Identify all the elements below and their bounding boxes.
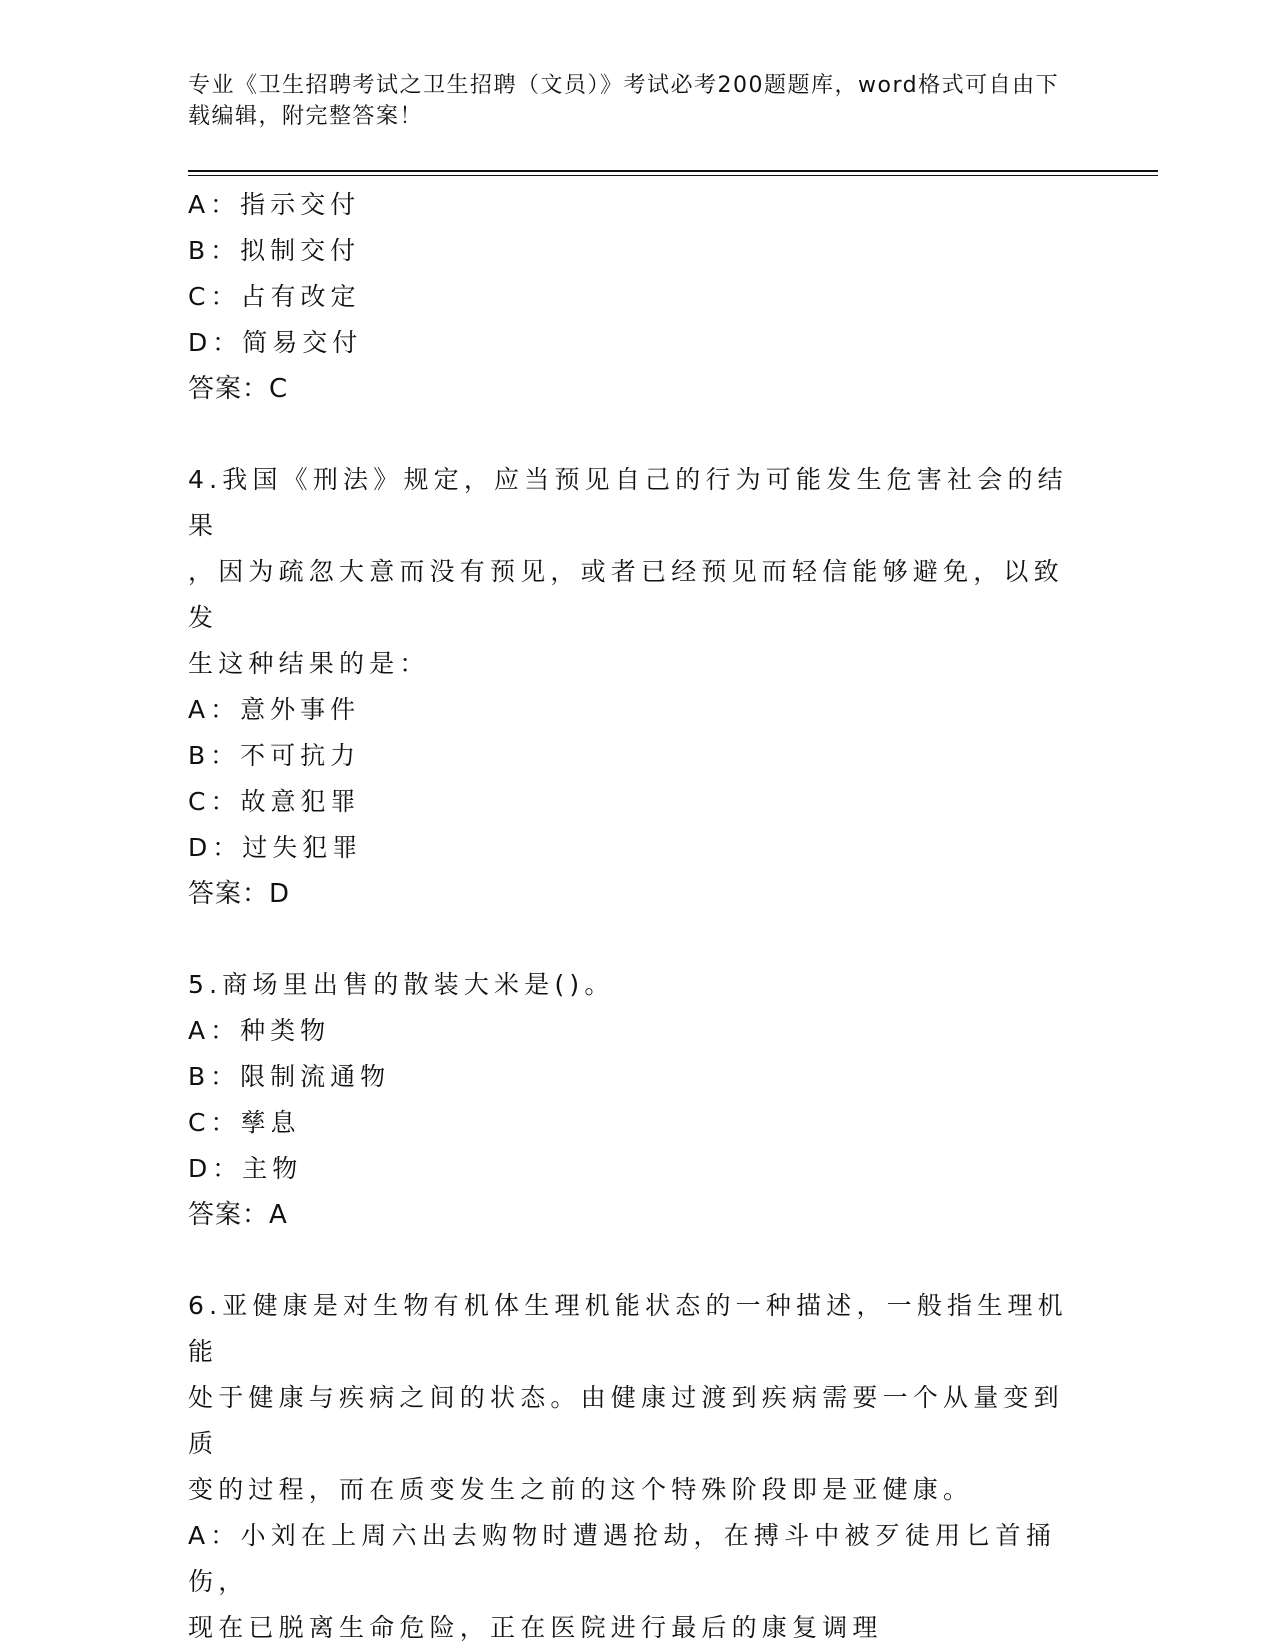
document-page — [188, 70, 1158, 1651]
option-b: B：限制流通物 — [188, 1062, 391, 1091]
question-stem-line: ，因为疏忽大意而没有预见，或者已经预见而轻信能够避免，以致发 — [188, 557, 1064, 632]
question-stem-line: 变的过程，而在质变发生之前的这个特殊阶段即是亚健康。 — [188, 1475, 974, 1504]
option-c: C：故意犯罪 — [188, 787, 361, 816]
spacer — [188, 412, 1158, 457]
question-stem-line: 处于健康与疾病之间的状态。由健康过渡到疾病需要一个从量变到质 — [188, 1383, 1064, 1458]
option-a: A：指示交付 — [188, 190, 361, 219]
header-rule-thin — [188, 175, 1158, 176]
document-header: 专业《卫生招聘考试之卫生招聘（文员）》考试必考200题题库，word格式可自由下载编辑，附完整答案！ — [188, 73, 1060, 129]
spacer — [188, 1238, 1158, 1283]
answer-line: 答案：D — [188, 879, 291, 909]
option-b: B：拟制交付 — [188, 236, 361, 265]
answer-line: 答案：C — [188, 374, 289, 404]
option-a: A：种类物 — [188, 1016, 331, 1045]
prev-question-options — [188, 182, 1158, 412]
question-4 — [188, 457, 1158, 917]
option-d: D：过失犯罪 — [188, 833, 363, 862]
question-stem-line: 6.亚健康是对生物有机体生理机能状态的一种描述，一般指生理机能 — [188, 1291, 1068, 1366]
question-5 — [188, 962, 1158, 1238]
option-b: B：不可抗力 — [188, 741, 361, 770]
question-stem-line: 5.商场里出售的散装大米是()。 — [188, 970, 615, 999]
question-stem-line: 4.我国《刑法》规定，应当预见自己的行为可能发生危害社会的结果 — [188, 465, 1068, 540]
option-a: A：小刘在上周六出去购物时遭遇抢劫，在搏斗中被歹徒用匕首捅伤， — [188, 1521, 1056, 1596]
question-stem-line: 生这种结果的是： — [188, 649, 430, 678]
option-d: D：主物 — [188, 1154, 303, 1183]
option-c: C：占有改定 — [188, 282, 361, 311]
option-a-continued: 现在已脱离生命危险，正在医院进行最后的康复调理 — [188, 1613, 883, 1642]
option-a: A：意外事件 — [188, 695, 361, 724]
question-6 — [188, 1283, 1158, 1651]
option-d: D：简易交付 — [188, 328, 363, 357]
spacer — [188, 917, 1158, 962]
header-rule-thick — [188, 170, 1158, 172]
option-c: C：孳息 — [188, 1108, 301, 1137]
answer-line: 答案：A — [188, 1200, 288, 1230]
